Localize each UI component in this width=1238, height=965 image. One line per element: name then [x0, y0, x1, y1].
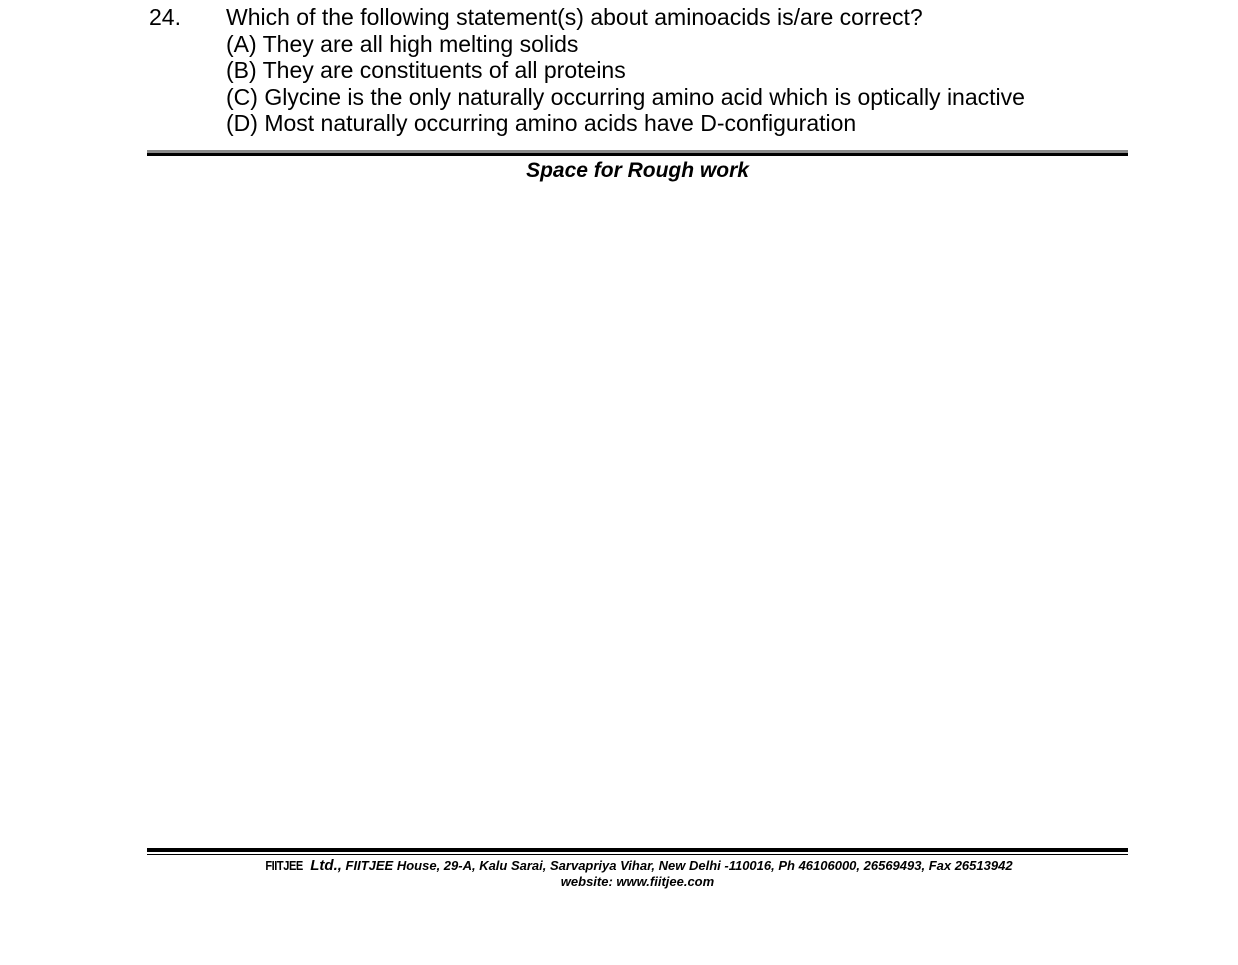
option-c: (C) Glycine is the only naturally occurring amino acid which is optically inactive: [226, 84, 1025, 110]
footer-ltd: Ltd.,: [310, 857, 342, 874]
brand-logo-text: FIITJEE: [265, 858, 304, 873]
option-b: (B) They are constituents of all proteins: [226, 57, 626, 83]
footer-address-line: [147, 858, 1128, 874]
option-d: (D) Most naturally occurring amino acids have D-configuration: [226, 110, 857, 136]
top-divider-black: [147, 153, 1128, 156]
footer-website: website: www.fiitjee.com: [560, 874, 715, 889]
footer: [147, 858, 1128, 890]
option-a: (A) They are all high melting solids: [226, 31, 579, 57]
question-number: 24.: [149, 4, 181, 30]
footer-address: FIITJEE House, 29-A, Kalu Sarai, Sarvapriya Vihar, New Delhi -110016, Ph 46106000, 26569493, Fax 26513942: [345, 858, 1013, 873]
rough-work-title: Space for Rough work: [526, 159, 749, 182]
question-text: Which of the following statement(s) about aminoacids is/are correct?: [226, 4, 923, 30]
footer-divider: [147, 848, 1128, 855]
